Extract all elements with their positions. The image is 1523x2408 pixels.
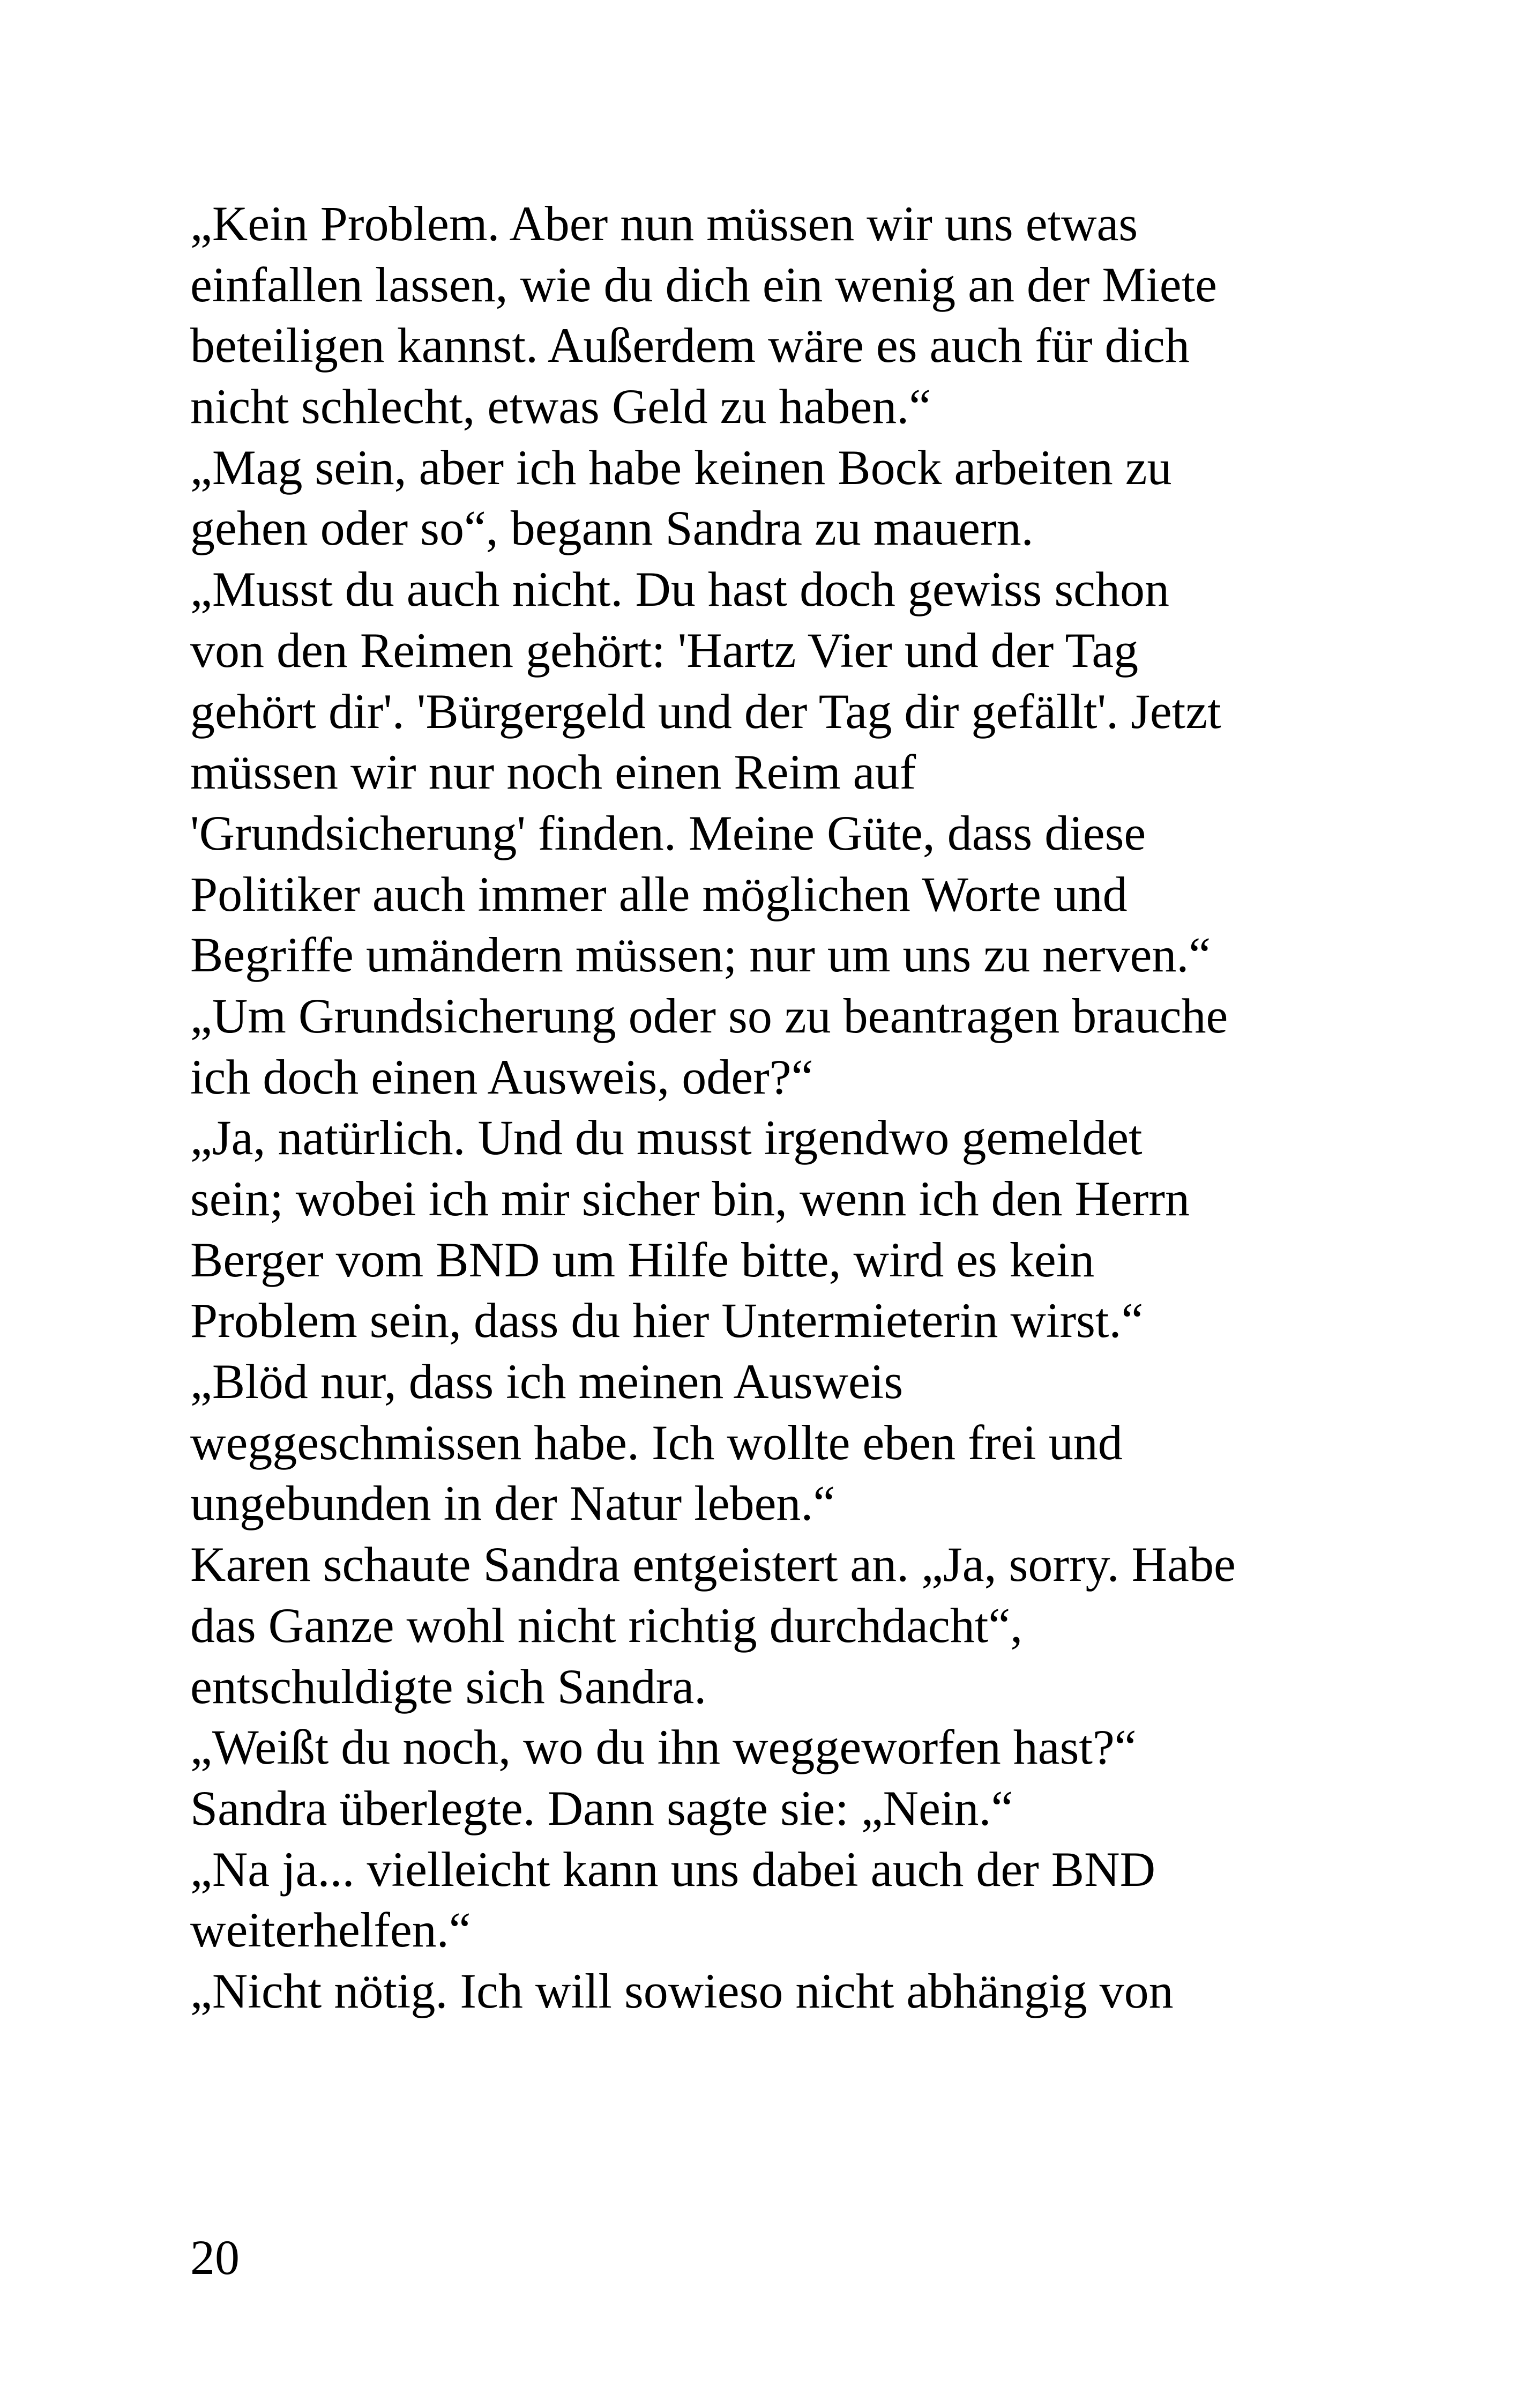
text-line: nicht schlecht, etwas Geld zu haben.“ [190, 379, 931, 434]
text-line: Berger vom BND um Hilfe bitte, wird es kein [190, 1232, 1095, 1287]
text-line: ich doch einen Ausweis, oder?“ [190, 1049, 813, 1104]
text-line: „Ja, natürlich. Und du musst irgendwo gemeldet [190, 1110, 1143, 1165]
text-line: Karen schaute Sandra entgeistert an. „Ja, sorry. Habe [190, 1537, 1236, 1592]
text-line: das Ganze wohl nicht richtig durchdacht“, [190, 1597, 1023, 1653]
text-line: entschuldigte sich Sandra. [190, 1659, 707, 1714]
text-line: müssen wir nur noch einen Reim auf [190, 745, 916, 800]
text-line: Begriffe umändern müssen; nur um uns zu nerven.“ [190, 927, 1211, 983]
text-line: sein; wobei ich mir sicher bin, wenn ich den Herrn [190, 1171, 1190, 1226]
text-line: weggeschmissen habe. Ich wollte eben frei und [190, 1415, 1123, 1470]
text-line: „Nicht nötig. Ich will sowieso nicht abhängig von [190, 1963, 1174, 2018]
text-line: gehört dir'. 'Bürgergeld und der Tag dir gefällt'. Jetzt [190, 683, 1221, 739]
text-line: „Blöd nur, dass ich meinen Ausweis [190, 1354, 904, 1409]
body-text [190, 194, 1369, 2022]
text-line: „Musst du auch nicht. Du hast doch gewiss schon [190, 562, 1169, 617]
text-line: beteiligen kannst. Außerdem wäre es auch für dich [190, 318, 1190, 373]
page-number: 20 [190, 2230, 240, 2285]
text-line: „Weißt du noch, wo du ihn weggeworfen hast?“ [190, 1720, 1137, 1775]
text-line: „Um Grundsicherung oder so zu beantragen brauche [190, 988, 1228, 1043]
text-line: 'Grundsicherung' finden. Meine Güte, dass diese [190, 805, 1146, 860]
text-line: von den Reimen gehört: 'Hartz Vier und der Tag [190, 622, 1139, 678]
text-line: „Mag sein, aber ich habe keinen Bock arbeiten zu [190, 440, 1172, 495]
text-line: gehen oder so“, begann Sandra zu mauern. [190, 501, 1034, 556]
text-line: Problem sein, dass du hier Untermieterin wirst.“ [190, 1293, 1144, 1348]
text-line: „Kein Problem. Aber nun müssen wir uns etwas [190, 196, 1138, 251]
text-line: „Na ja... vielleicht kann uns dabei auch der BND [190, 1841, 1156, 1897]
text-line: Politiker auch immer alle möglichen Worte und [190, 866, 1128, 921]
text-line: Sandra überlegte. Dann sagte sie: „Nein.“ [190, 1780, 1013, 1835]
text-line: weiterhelfen.“ [190, 1902, 471, 1958]
text-line: einfallen lassen, wie du dich ein wenig an der Miete [190, 257, 1218, 312]
text-line: ungebunden in der Natur leben.“ [190, 1476, 835, 1531]
